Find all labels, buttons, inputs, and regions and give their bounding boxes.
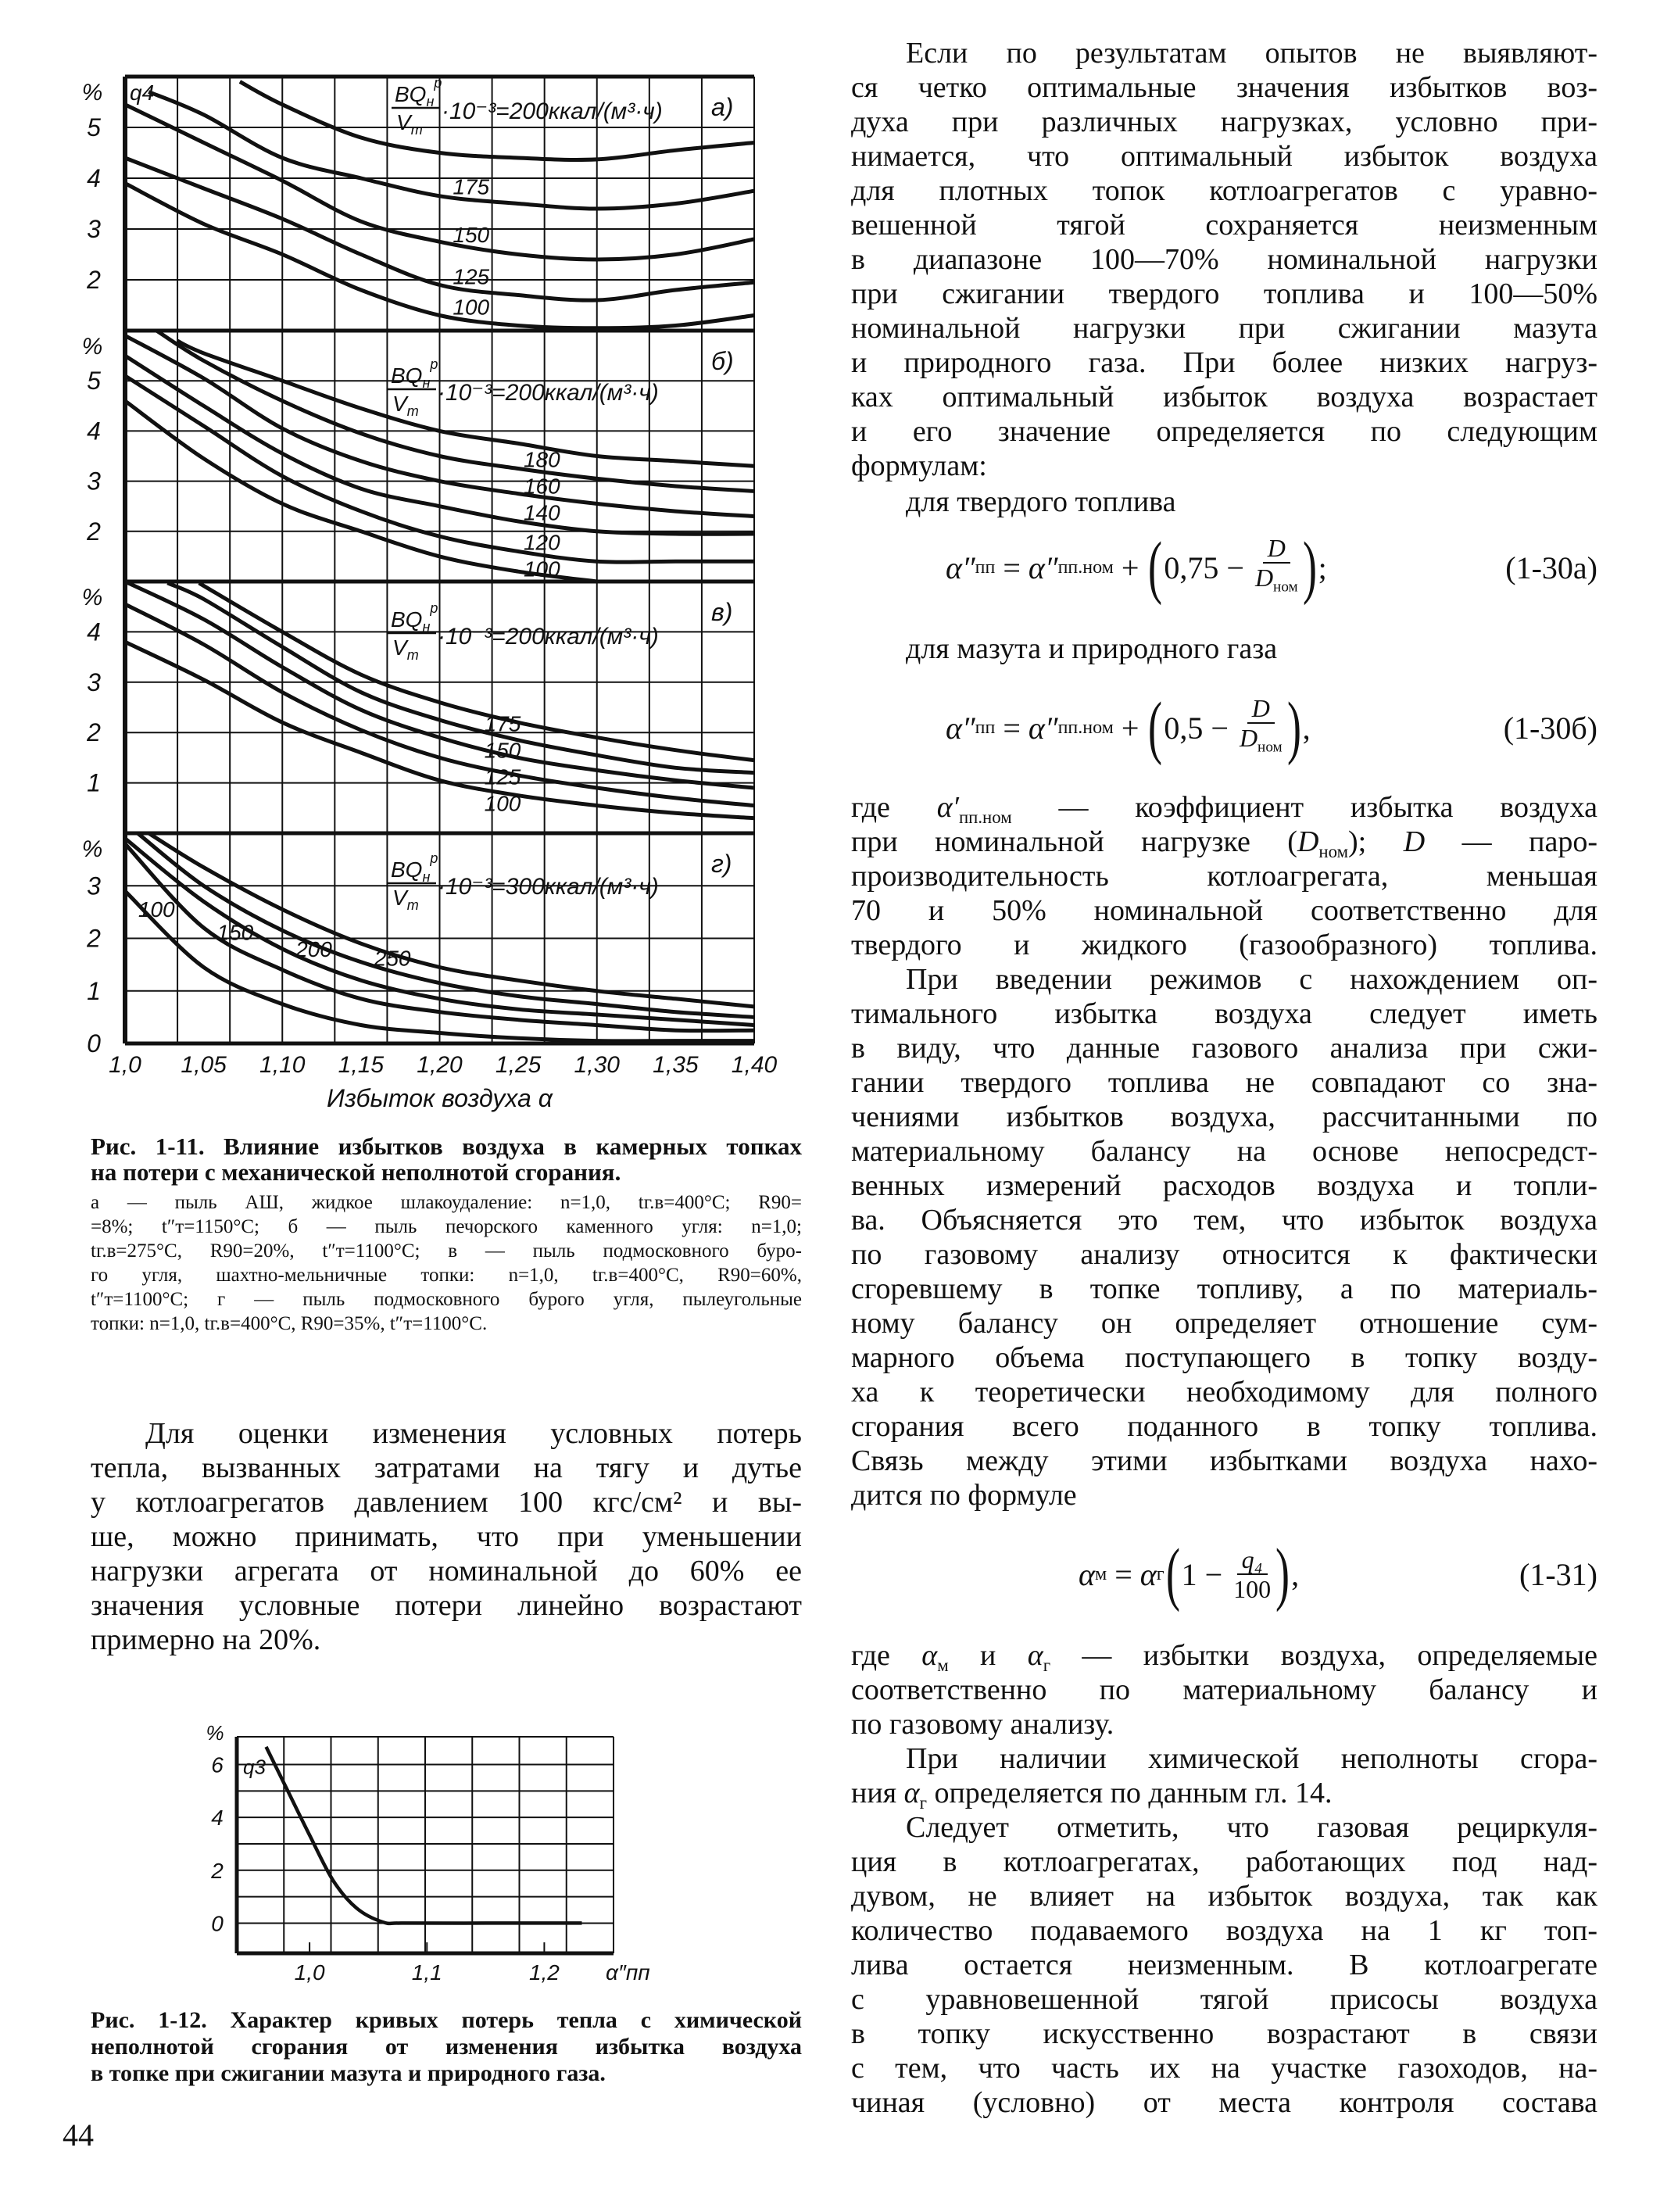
solid-fuel-label: для твердого топлива <box>906 485 1176 518</box>
text-line: При наличии химической неполноты сгора- <box>906 1742 1597 1775</box>
alpha-symbol: α <box>1027 1639 1043 1672</box>
text-line: Если по результатам опытов не выявляют- <box>906 37 1597 70</box>
series-label: 250 <box>374 946 411 971</box>
text-line: у котлоагрегатов давлением 100 кгс/см² и вы- <box>91 1486 802 1519</box>
text-line: топки: n=1,0, tг.в=400°C, R90=35%, t″т=1100°C. <box>91 1313 488 1334</box>
x-tick-label: 1,0 <box>109 1052 141 1078</box>
right-paren: ) <box>1275 1535 1290 1612</box>
text: при номинальной нагрузке ( <box>851 825 1297 858</box>
annotation-subscript: н <box>426 94 435 109</box>
load-annotation <box>388 600 659 663</box>
denominator <box>1240 724 1283 762</box>
subscript: ном <box>1273 578 1298 596</box>
alpha-symbol: α′ <box>936 791 959 824</box>
panel-letter-label: г) <box>711 850 732 878</box>
y-tick-label: 4 <box>87 417 101 446</box>
y-tick-label: 2 <box>211 1858 224 1883</box>
y-tick-label: 3 <box>87 215 101 243</box>
series-label: 100 <box>484 791 521 816</box>
series-label: 160 <box>523 474 560 499</box>
subscript: пп <box>975 717 996 738</box>
series-line-180 <box>156 331 754 491</box>
left-paragraph <box>91 1416 802 1657</box>
text-line: При введении режимов с нахождением оп- <box>906 963 1597 996</box>
annotation-denominator <box>396 110 423 138</box>
load-annotation <box>388 356 659 419</box>
x-tick-label: 1,2 <box>528 1960 560 1985</box>
subscript: г <box>1156 1563 1165 1584</box>
where-rest <box>851 1673 1597 1741</box>
panel-letter-label: в) <box>711 598 733 626</box>
text-line: с уравновешенной тягой присосы воздуха <box>851 1983 1597 2016</box>
text-line: и природного газа. При более низких нагруз- <box>851 346 1597 379</box>
text: ); <box>1348 825 1404 858</box>
text-line: марного объема поступающего в топку возду- <box>851 1341 1597 1374</box>
text-line: нагрузки агрегата от номинальной до 60% ее <box>91 1555 802 1587</box>
numerator: q₄ <box>1237 1545 1268 1575</box>
subscript: ном <box>1318 841 1349 861</box>
text-line: в топке при сжигании мазута и природного газа. <box>91 2060 606 2086</box>
series-label: 200 <box>295 937 332 962</box>
text: ния <box>851 1777 904 1809</box>
y-tick-label: 2 <box>87 718 101 747</box>
text-line: значения условные потери линейно возрастают <box>91 1589 802 1622</box>
chart-panel-1 <box>82 75 754 331</box>
page-number: 44 <box>63 2117 94 2153</box>
annotation-text: V <box>396 110 411 134</box>
text-line: по газовому анализу. <box>851 1708 1114 1741</box>
annotation-subscript: т <box>410 122 423 138</box>
text: — избытки воздуха, определяемые <box>1050 1639 1597 1672</box>
text-line: формулам: <box>851 449 987 482</box>
text-line: нимается, что оптимальный избыток воздуха <box>851 140 1597 173</box>
numerator: D <box>1247 694 1275 724</box>
text-line: материальному балансу на основе непосредст- <box>851 1135 1597 1168</box>
text-line: по газовому анализу относится к фактически <box>851 1238 1597 1271</box>
x-tick-label: 1,35 <box>653 1052 699 1078</box>
fraction <box>1240 694 1283 762</box>
equals-sign: = <box>1107 1556 1140 1592</box>
text-line: t″т=1100°C; г — пыль подмосковного бурого угля, пылеугольные <box>91 1289 802 1310</box>
text-line: сгорания всего поданного в топку топлива. <box>851 1410 1597 1443</box>
annotation-numerator <box>391 850 438 885</box>
paragraph-chemical-incompleteness <box>851 1741 1597 1813</box>
text-line <box>851 790 1597 825</box>
series-label: 100 <box>523 557 560 582</box>
text-line: 70 и 50% номинальной соответственно для <box>851 894 1597 927</box>
right-paren: ) <box>1286 689 1301 766</box>
annotation-superscript: р <box>430 600 438 616</box>
annotation-rest: ·10⁻³=200ккал/(м³·ч) <box>438 380 659 406</box>
annotation-text: V <box>392 392 407 416</box>
text-line: а — пыль АШ, жидкое шлакоудаление: n=1,0, tг.в=400°C; R90= <box>91 1192 802 1213</box>
punctuation: , <box>1291 1556 1300 1592</box>
series-label: 150 <box>453 222 490 247</box>
series-label: 125 <box>453 264 490 289</box>
subscript: пп.ном <box>958 807 1012 827</box>
series-label: 100 <box>453 295 490 320</box>
d-symbol: D <box>1297 825 1319 858</box>
y-tick-label: 2 <box>87 266 101 294</box>
text: где <box>851 791 937 824</box>
text-line: с тем, что часть их на участке газоходов, на- <box>851 2052 1597 2085</box>
figure-1-11-chart <box>47 63 813 1126</box>
text: и <box>948 1639 1028 1672</box>
figure-1-12-caption <box>91 2007 802 2087</box>
text-line <box>851 825 1597 859</box>
text-line: вешенной тягой сохраняется неизменным <box>851 209 1597 242</box>
paragraph-gas-recirculation <box>851 1810 1597 2120</box>
x-axis-label: Избыток воздуха α <box>327 1084 553 1112</box>
y-tick-label: 0 <box>87 1029 101 1058</box>
formula-1-30b <box>946 689 1597 766</box>
annotation-text: V <box>392 635 407 660</box>
text-line: дится по формуле <box>851 1479 1077 1512</box>
annotation-subscript: т <box>406 403 419 419</box>
equals-sign: = <box>995 549 1029 585</box>
text-line: Рис. 1-12. Характер кривых потерь тепла с химической <box>91 2007 802 2033</box>
text-line: ва. Объясняется это тем, что избыток воздуха <box>851 1204 1597 1237</box>
den-symbol: D <box>1239 723 1258 752</box>
y-tick-label: 3 <box>87 872 101 900</box>
series-label: 125 <box>484 764 521 789</box>
series-label: 175 <box>453 174 490 199</box>
text-line: ше, можно принимать, что при уменьшении <box>91 1520 802 1553</box>
text-line: количество подаваемого воздуха на 1 кг топ- <box>851 1914 1597 1947</box>
x-tick-label: 1,25 <box>495 1052 542 1078</box>
text-line: ках оптимальный избыток воздуха возрастает <box>851 381 1597 413</box>
series-label: 100 <box>138 897 175 922</box>
text-line: гании твердого топлива не совпадают со зна- <box>851 1066 1597 1099</box>
panel-letter-label: а) <box>711 93 734 121</box>
formula-1-31 <box>1079 1535 1597 1612</box>
y-tick-label: 5 <box>87 367 101 396</box>
text-line: Для оценки изменения условных потерь <box>145 1417 802 1450</box>
annotation-superscript: р <box>434 75 442 91</box>
panel-letter-label: б) <box>711 347 734 375</box>
equation-number: (1-31) <box>1519 1556 1597 1592</box>
annotation-text: BQ <box>391 857 423 882</box>
subscript: пп.ном <box>1057 557 1114 578</box>
right-paren: ) <box>1302 528 1317 606</box>
text: — коэффициент избытка воздуха <box>1011 791 1597 824</box>
text-line: производительность котлоагрегата, меньшая <box>851 860 1597 893</box>
text-line: Связь между этими избытками воздуха нахо- <box>851 1444 1597 1477</box>
annotation-text: BQ <box>391 363 423 388</box>
y-unit-label: % <box>81 80 103 106</box>
where-definition-2 <box>851 1638 1597 1741</box>
chart-panel-4 <box>82 833 754 1058</box>
alpha-symbol: α <box>903 1777 920 1809</box>
y-tick-label: 4 <box>87 617 101 646</box>
x-axis-label: α″пп <box>606 1960 650 1985</box>
fraction <box>1255 534 1298 602</box>
series-label: 180 <box>523 447 560 472</box>
d-symbol: D <box>1403 825 1426 858</box>
x-tick-label: 1,05 <box>181 1052 227 1078</box>
text-line: Следует отметить, что газовая рециркуля- <box>906 1811 1597 1844</box>
subscript: пп.ном <box>1057 717 1114 738</box>
subscript: м <box>1095 1563 1107 1584</box>
text: определяется по данным гл. 14. <box>926 1777 1333 1809</box>
y-tick-label: 3 <box>87 668 101 696</box>
denominator: 100 <box>1233 1575 1272 1603</box>
text-line: венных измерений расходов воздуха и топли- <box>851 1169 1597 1202</box>
annotation-subscript: н <box>422 619 431 635</box>
annotation-text: V <box>392 886 407 910</box>
annotation-numerator <box>391 356 438 391</box>
subscript: м <box>937 1655 949 1675</box>
text-line: соответственно по материальному балансу и <box>851 1673 1597 1706</box>
text: — паро- <box>1425 825 1597 858</box>
where-definition-1 <box>851 790 1597 962</box>
text-line: ция в котлоагрегатах, работающих под над- <box>851 1845 1597 1878</box>
annotation-subscript: н <box>422 375 431 391</box>
den-symbol: D <box>1254 563 1274 592</box>
numerator: D <box>1263 534 1290 564</box>
equation-number: (1-30а) <box>1505 549 1597 585</box>
paragraph-optimal-excess-air <box>851 36 1597 483</box>
series-label: 150 <box>216 920 254 945</box>
text-line: и его значение определяется по следующим <box>851 415 1597 448</box>
text-line: неполнотой сгорания от изменения избытка воздуха <box>91 2034 802 2060</box>
punctuation: , <box>1302 710 1311 746</box>
annotation-denominator <box>392 886 419 913</box>
annotation-superscript: р <box>430 356 438 372</box>
figure-1-12-chart <box>156 1712 703 1993</box>
formula-1-30a <box>946 528 1597 606</box>
constant: 1 − <box>1181 1556 1231 1592</box>
text-line: ному балансу он определяет отношение сум- <box>851 1307 1597 1340</box>
alpha-symbol: α″ <box>1028 549 1058 585</box>
equals-sign: = <box>995 710 1029 746</box>
x-tick-label: 1,40 <box>731 1052 778 1078</box>
text-line: ся четко оптимальные значения избытков воз- <box>851 71 1597 104</box>
y-tick-label: 5 <box>87 113 101 141</box>
text-line: твердого и жидкого (газообразного) топлива. <box>851 929 1597 961</box>
series-symbol-label: q3 <box>243 1755 266 1779</box>
annotation-subscript: н <box>422 869 431 885</box>
x-tick-label: 1,15 <box>338 1052 385 1078</box>
series-label: 140 <box>523 500 560 525</box>
annotation-rest: ·10⁻³=200ккал/(м³·ч) <box>442 98 663 124</box>
y-unit-label: % <box>81 334 103 360</box>
text-line: чиная (условно) от места контроля состава <box>851 2086 1597 2119</box>
x-tick-label: 1,10 <box>259 1052 306 1078</box>
text-line: дувом, не влияет на избыток воздуха, так как <box>851 1880 1597 1913</box>
annotation-subscript: т <box>406 647 419 663</box>
text-line: tг.в=275°C, R90=20%, t″т=1100°C; в — пыль подмосковного буро- <box>91 1240 802 1262</box>
paragraph-gas-analysis <box>851 962 1597 1512</box>
text-line: на потери с механической неполнотой сгорания. <box>91 1158 621 1186</box>
annotation-text: BQ <box>395 82 427 106</box>
x-tick-label: 1,30 <box>574 1052 620 1078</box>
alpha-symbol: α <box>921 1639 938 1672</box>
plus-sign: + <box>1113 549 1147 585</box>
alpha-symbol: α″ <box>1028 710 1058 746</box>
alpha-symbol: α <box>1079 1556 1095 1592</box>
text-line: для плотных топок котлоагрегатов с уравно- <box>851 174 1597 207</box>
text-line: в диапазоне 100—70% номинальной нагрузки <box>851 243 1597 276</box>
subscript: ном <box>1258 739 1283 756</box>
text-line <box>851 1638 1597 1673</box>
gas-label: для мазута и природного газа <box>906 632 1278 665</box>
text-line: примерно на 20%. <box>91 1623 321 1656</box>
alpha-symbol: α″ <box>946 549 975 585</box>
alpha-symbol: α″ <box>946 710 975 746</box>
annotation-rest: ·10⁻³=200ккал/(м³·ч) <box>438 624 659 650</box>
y-tick-label: 3 <box>87 467 101 496</box>
annotation-numerator <box>391 600 438 635</box>
left-paren: ( <box>1148 528 1163 606</box>
text-line: лива остается неизменным. В котлоагрегате <box>851 1949 1597 1981</box>
equation-number: (1-30б) <box>1503 710 1597 746</box>
text-line: чениями избытков воздуха, рассчитанными по <box>851 1101 1597 1133</box>
x-tick-label: 1,0 <box>294 1960 325 1985</box>
x-tick-label: 1,1 <box>411 1960 442 1985</box>
text-line: в топку искусственно возрастают в связи <box>851 2017 1597 2050</box>
figure-1-11-caption-details <box>91 1190 802 1336</box>
chart-panel-2 <box>82 331 754 582</box>
left-paren: ( <box>1148 689 1163 766</box>
annotation-denominator <box>392 635 419 663</box>
where-rest <box>851 859 1597 962</box>
denominator <box>1255 564 1298 602</box>
punctuation: ; <box>1318 549 1327 585</box>
annotation-subscript: т <box>406 897 419 913</box>
y-tick-label: 2 <box>87 924 101 953</box>
subscript: пп <box>975 557 996 578</box>
text-line: номинальной нагрузки при сжигании мазута <box>851 312 1597 345</box>
text-line <box>851 1776 1597 1813</box>
series-symbol-label: q4 <box>130 81 155 105</box>
annotation-rest: ·10⁻³=300ккал/(м³·ч) <box>438 874 659 900</box>
text-line: в виду, что данные газового анализа при сжи- <box>851 1032 1597 1065</box>
fraction <box>1233 1545 1271 1603</box>
plus-sign: + <box>1113 710 1147 746</box>
y-tick-label: 2 <box>87 517 101 546</box>
y-unit-label: % <box>206 1721 224 1745</box>
figure-1-11-caption-title <box>91 1133 802 1185</box>
subscript: г <box>1043 1655 1051 1675</box>
y-tick-label: 6 <box>211 1752 224 1777</box>
series-label: 150 <box>484 738 521 763</box>
text-line: тепла, вызванных затратами на тягу и дутье <box>91 1451 802 1484</box>
load-annotation <box>388 850 659 913</box>
series-label: 175 <box>484 711 521 736</box>
y-unit-label: % <box>81 836 103 862</box>
chart-panel-3 <box>82 582 754 833</box>
left-paren: ( <box>1165 1535 1180 1612</box>
y-tick-label: 1 <box>87 768 101 797</box>
subscript: г <box>919 1792 927 1813</box>
text-line: духа при различных нагрузках, условно при- <box>851 106 1597 138</box>
y-tick-label: 4 <box>87 164 101 192</box>
series-label: 120 <box>523 530 560 555</box>
text-line: =8%; t″т=1150°C; б — пыль печорского каменного угля: n=1,0; <box>91 1216 802 1237</box>
y-unit-label: % <box>81 585 103 610</box>
alpha-symbol: α <box>1139 1556 1157 1592</box>
x-tick-label: 1,20 <box>417 1052 463 1078</box>
text-line: при сжигании твердого топлива и 100—50% <box>851 277 1597 310</box>
annotation-superscript: р <box>430 850 438 866</box>
text-line: тимального избытка воздуха следует иметь <box>851 997 1597 1030</box>
text-line: Рис. 1-11. Влияние избытков воздуха в камерных топках <box>91 1133 802 1160</box>
text-line: сгоревшему в топке топливу, а по материаль- <box>851 1272 1597 1305</box>
annotation-denominator <box>392 392 419 419</box>
text-line: го угля, шахтно-мельничные топки: n=1,0, tг.в=400°C, R90=60%, <box>91 1265 802 1286</box>
y-tick-label: 0 <box>211 1911 224 1936</box>
text-line: ха к теоретически необходимому для полного <box>851 1376 1597 1408</box>
constant: 0,75 − <box>1164 549 1252 585</box>
annotation-numerator <box>395 75 442 109</box>
text: где <box>851 1639 922 1672</box>
y-tick-label: 1 <box>87 976 101 1005</box>
annotation-text: BQ <box>391 607 423 632</box>
constant: 0,5 − <box>1164 710 1236 746</box>
y-tick-label: 4 <box>211 1806 224 1831</box>
